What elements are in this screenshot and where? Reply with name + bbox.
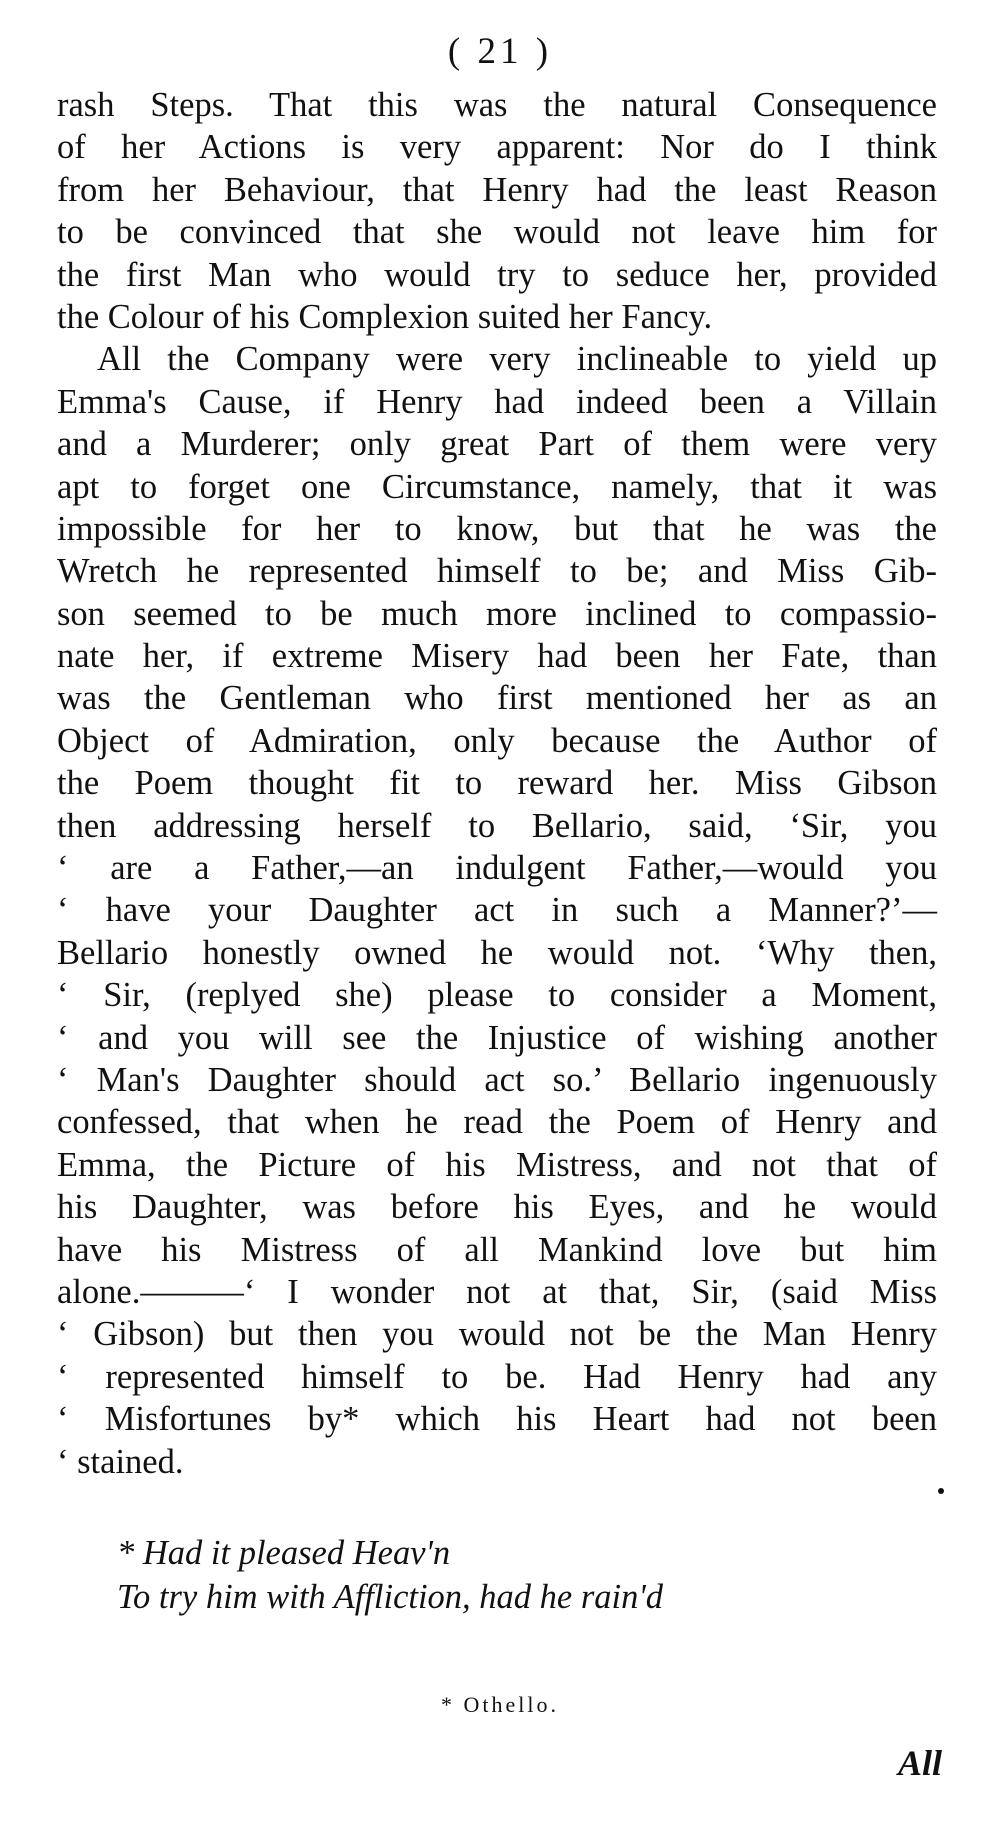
text-line: Bellario honestly owned he would not. ‘Why then, bbox=[57, 933, 937, 972]
text-line: ‘ Misfortunes by* which his Heart had not been bbox=[57, 1400, 937, 1439]
page-number: ( 21 ) bbox=[447, 31, 553, 72]
text-line: the first Man who would try to seduce her, provided bbox=[57, 255, 937, 294]
text-line: nate her, if extreme Misery had been her Fate, than bbox=[57, 637, 937, 676]
text-line: of her Actions is very apparent: Nor do I think bbox=[57, 128, 937, 167]
text-line: All the Company were very inclineable to yield up bbox=[97, 340, 937, 379]
text-line: Wretch he represented himself to be; and Miss Gib- bbox=[57, 552, 937, 591]
verse-line: To try him with Affliction, had he rain'd bbox=[117, 1578, 664, 1616]
text-line: alone.———‘ I wonder not at that, Sir, (said Miss bbox=[57, 1272, 937, 1311]
text-line: his Daughter, was before his Eyes, and he would bbox=[57, 1188, 937, 1227]
text-line: ‘ Man's Daughter should act so.’ Bellario ingenuously bbox=[57, 1060, 937, 1099]
ink-dot bbox=[938, 1488, 944, 1494]
text-line: confessed, that when he read the Poem of Henry and bbox=[57, 1103, 937, 1142]
body-text bbox=[57, 84, 937, 1483]
text-line: and a Murderer; only great Part of them were very bbox=[57, 425, 937, 464]
text-line: Emma, the Picture of his Mistress, and not that of bbox=[57, 1145, 937, 1184]
text-line: ‘ represented himself to be. Had Henry had any bbox=[57, 1357, 937, 1396]
text-line: apt to forget one Circumstance, namely, that it was bbox=[57, 467, 937, 506]
text-line: ‘ are a Father,—an indulgent Father,—would you bbox=[57, 849, 937, 888]
text-line: ‘ Sir, (replyed she) please to consider a Moment, bbox=[57, 976, 937, 1015]
text-line: Object of Admiration, only because the Author of bbox=[57, 721, 937, 760]
text-line: have his Mistress of all Mankind love but him bbox=[57, 1230, 937, 1269]
text-line: impossible for her to know, but that he was the bbox=[57, 509, 937, 548]
text-line: was the Gentleman who first mentioned her as an bbox=[57, 679, 937, 718]
text-line: ‘ and you will see the Injustice of wishing another bbox=[57, 1018, 937, 1057]
text-line: rash Steps. That this was the natural Consequence bbox=[57, 86, 937, 124]
text-line: the Poem thought fit to reward her. Miss Gibson bbox=[57, 764, 937, 803]
text-line: son seemed to be much more inclined to compassio- bbox=[57, 594, 937, 633]
text-line: Emma's Cause, if Henry had indeed been a Villain bbox=[57, 382, 937, 421]
text-line: ‘ have your Daughter act in such a Manner?’— bbox=[57, 891, 937, 930]
text-line: the Colour of his Complexion suited her Fancy. bbox=[57, 297, 713, 336]
text-line: then addressing herself to Bellario, said, ‘Sir, you bbox=[57, 806, 937, 845]
verse-line: * Had it pleased Heav'n bbox=[117, 1534, 451, 1572]
text-line: to be convinced that she would not leave him for bbox=[57, 213, 937, 252]
footnote-source: * Othello. bbox=[441, 1692, 559, 1717]
catchword: All bbox=[897, 1743, 942, 1783]
footnote-verse bbox=[117, 1531, 917, 1619]
text-line: ‘ Gibson) but then you would not be the Man Henry bbox=[57, 1315, 937, 1354]
text-line: from her Behaviour, that Henry had the least Reason bbox=[57, 170, 937, 209]
text-line: ‘ stained. bbox=[57, 1442, 184, 1481]
